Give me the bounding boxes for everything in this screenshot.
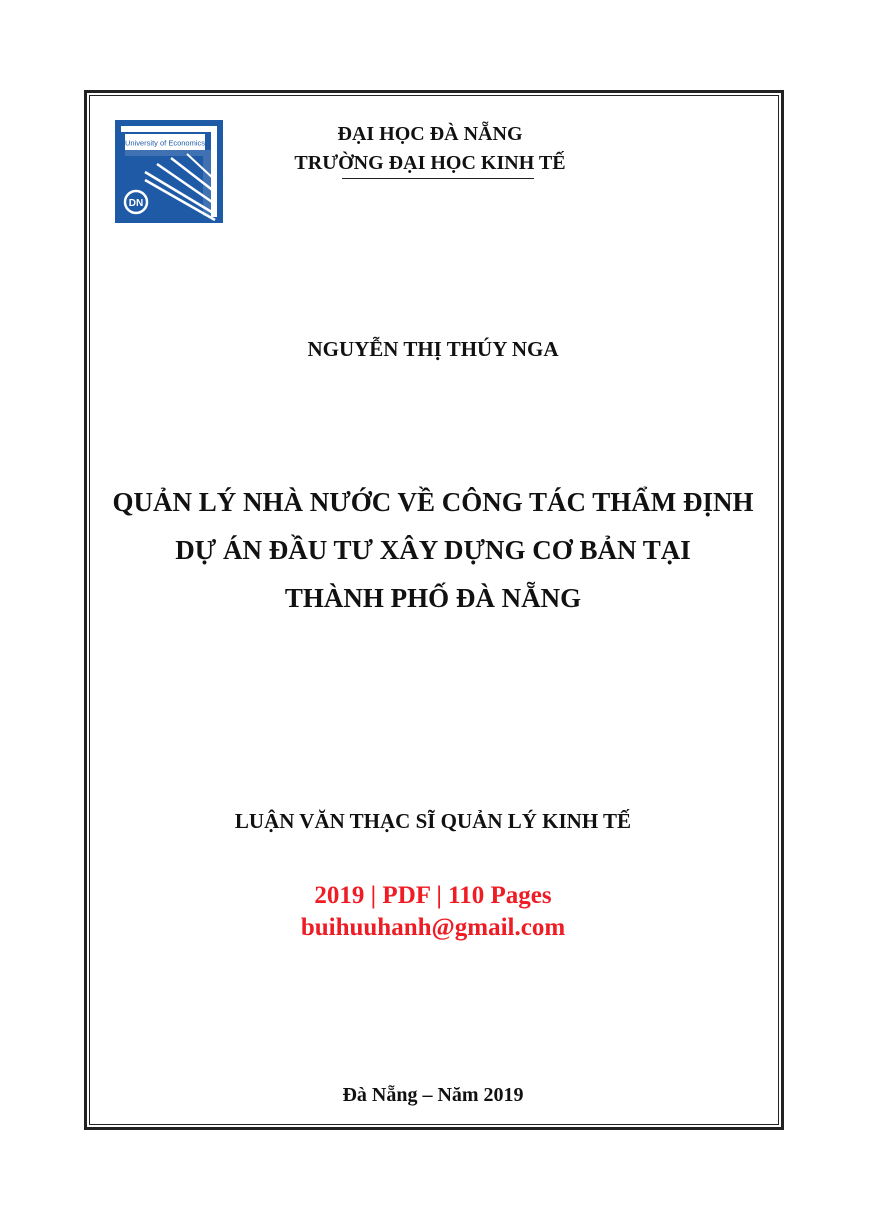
title-line: DỰ ÁN ĐẦU TƯ XÂY DỰNG CƠ BẢN TẠI: [175, 535, 691, 565]
document-promo: [100, 880, 766, 944]
university-logo-icon: [115, 120, 223, 223]
title-line: THÀNH PHỐ ĐÀ NẴNG: [284, 583, 582, 613]
thesis-title: [100, 478, 766, 622]
degree-label: LUẬN VĂN THẠC SĨ QUẢN LÝ KINH TẾ: [234, 809, 632, 833]
university-name: ĐẠI HỌC ĐÀ NẴNG: [337, 123, 523, 145]
school-name: TRƯỜNG ĐẠI HỌC KINH TẾ: [294, 152, 566, 174]
logo-banner-text: University of Economics: [124, 138, 206, 148]
contact-email[interactable]: buihuuhanh@gmail.com: [300, 914, 566, 941]
place-and-year: Đà Nẵng – Năm 2019: [342, 1084, 524, 1106]
header-underline: [342, 178, 534, 179]
author-name: NGUYỄN THỊ THÚY NGA: [307, 337, 559, 361]
institution-header: [260, 120, 600, 179]
logo-monogram: DN: [128, 198, 144, 209]
document-info: 2019 | PDF | 110 Pages: [314, 882, 552, 909]
title-line: QUẢN LÝ NHÀ NƯỚC VỀ CÔNG TÁC THẨM ĐỊNH: [112, 487, 754, 517]
